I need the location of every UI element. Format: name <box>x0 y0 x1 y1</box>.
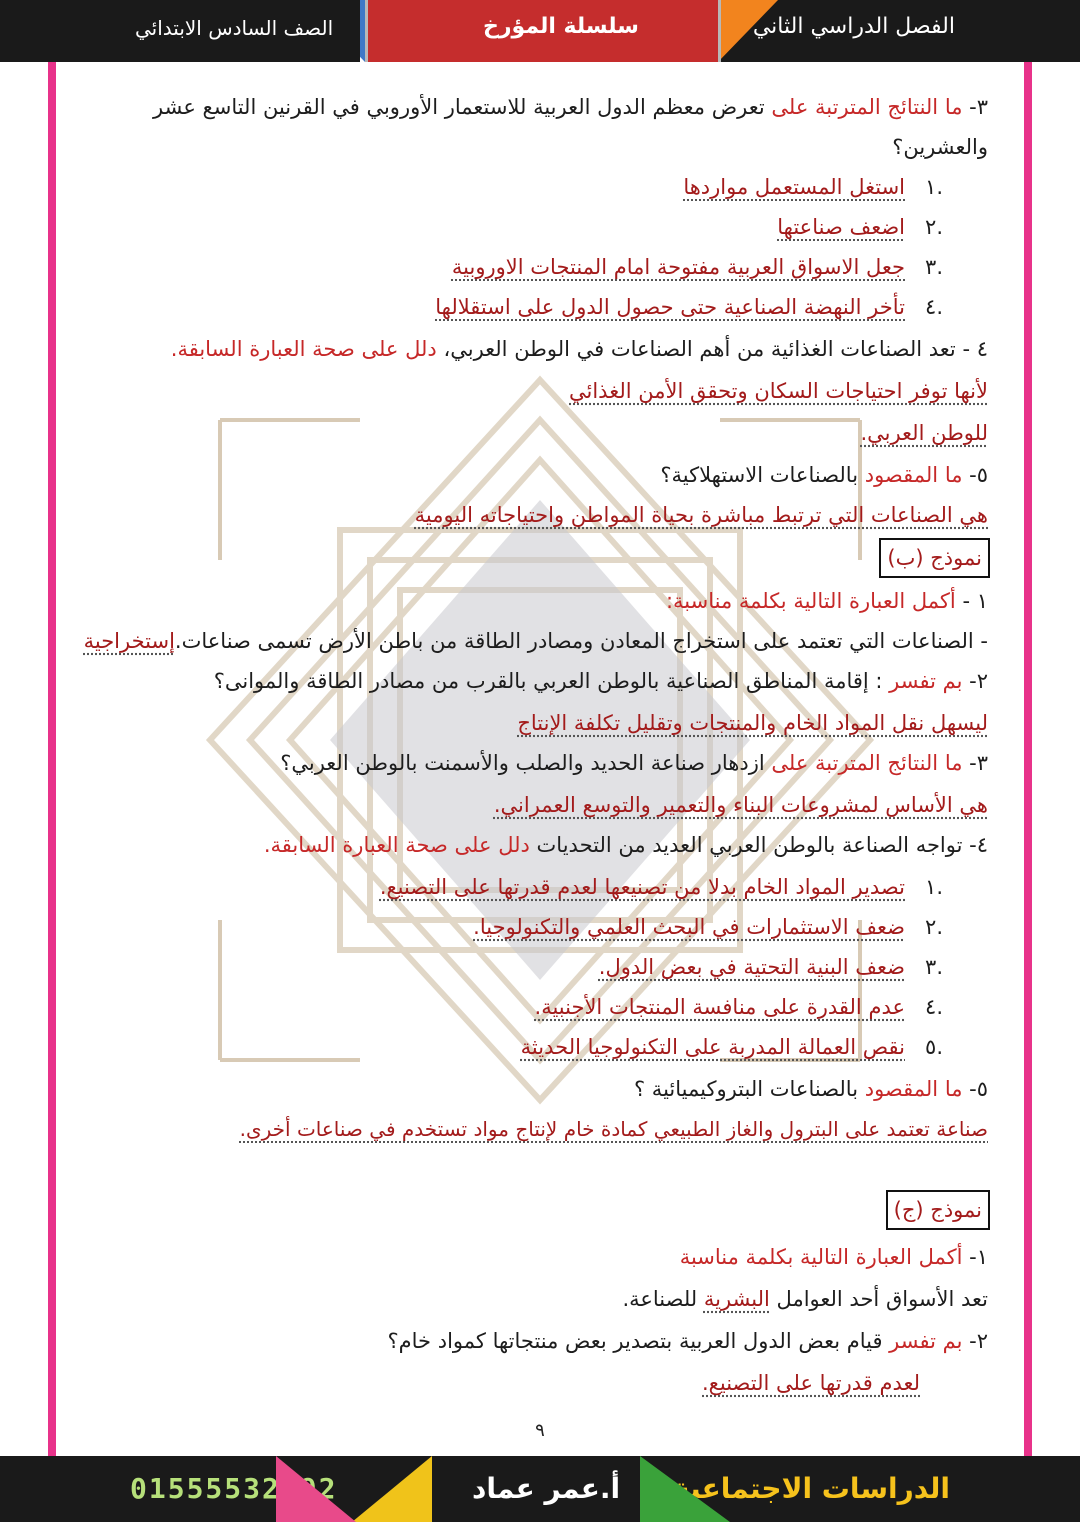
answer-text: لأنها توفر احتياجات السكان وتحقق الأمن الغذائي <box>569 379 988 403</box>
footer-green-accent <box>640 1456 730 1522</box>
question-keyword: دلل على صحة العبارة السابقة. <box>263 833 537 857</box>
item-number: ٤ - <box>962 337 988 361</box>
question-keyword: ما النتائج المترتبة على <box>771 751 970 775</box>
question-keyword: أكمل العبارة التالية بكلمة مناسبة: <box>665 589 963 613</box>
question-keyword: أكمل العبارة التالية بكلمة مناسبة <box>679 1245 970 1269</box>
item-number: ٢- <box>969 669 988 693</box>
item-number: .٤ <box>925 295 943 319</box>
answer-item <box>435 292 943 322</box>
page-footer <box>0 1452 1080 1522</box>
question-4-line <box>171 334 988 364</box>
question-3-line <box>153 92 988 122</box>
answer-item <box>380 872 943 902</box>
model-label: نموذج (ب) <box>879 538 990 578</box>
item-number: ١ - <box>962 589 988 613</box>
answer-text: نقص العمالة المدربة على التكنولوجيا الحديثة <box>520 1035 905 1059</box>
answer-line <box>517 708 988 738</box>
answer-text: ضعف البنية التحتية في بعض الدول. <box>598 955 905 979</box>
answer-text: صناعة تعتمد على البترول والغاز الطبيعي كمادة خام لإنتاج مواد تستخدم في صناعات أخرى. <box>239 1117 988 1141</box>
question-text: بالصناعات البتروكيميائية ؟ <box>633 1077 865 1101</box>
footer-pink-accent <box>276 1456 356 1522</box>
model-b-question-4 <box>264 830 988 860</box>
question-text: تعد الصناعات الغذائية من أهم الصناعات في الوطن العربي، <box>443 337 963 361</box>
answer-item <box>535 992 943 1022</box>
model-b-question-1 <box>666 586 988 616</box>
model-c-heading <box>886 1190 990 1230</box>
answer-text: ليسهل نقل المواد الخام والمنتجات وتقليل تكلفة الإنتاج <box>517 711 988 735</box>
answer-text: إستخراجية <box>83 629 175 653</box>
answer-item <box>683 172 943 202</box>
item-number: .٢ <box>925 215 943 239</box>
model-b-heading <box>879 538 990 578</box>
answer-text: للوطن العربي. <box>860 421 988 445</box>
item-number: ٣- <box>969 95 988 119</box>
answer-text: تصدير المواد الخام بدلا من تصنيعها لعدم قدرتها على التصنيع. <box>379 875 905 899</box>
question-text: - الصناعات التي تعتمد على استخراج المعادن ومصادر الطاقة من باطن الأرض تسمى صناعات. <box>174 629 988 653</box>
item-number: .١ <box>925 175 943 199</box>
header-grade: الصف السادس الابتدائي <box>135 16 334 40</box>
question-keyword: ما النتائج المترتبة على <box>771 95 970 119</box>
answer-text: ضعف الاستثمارات في البحث العلمي والتكنولوجيا. <box>473 915 905 939</box>
footer-right-panel <box>673 1456 1080 1522</box>
answer-item <box>452 252 943 282</box>
answer-item <box>473 912 943 942</box>
model-b-question-2 <box>214 666 988 696</box>
page-header <box>0 0 1080 62</box>
model-c-fill-sentence <box>622 1284 988 1314</box>
header-orange-accent <box>718 0 778 62</box>
item-number: ١- <box>969 1245 988 1269</box>
answer-item <box>777 212 943 242</box>
question-keyword: بم تفسر <box>889 669 970 693</box>
answer-text: هي الأساس لمشروعات البناء والتعمير والتوسع العمراني. <box>493 793 988 817</box>
model-c-question-1 <box>680 1242 988 1272</box>
item-number: .٤ <box>925 995 943 1019</box>
header-semester: الفصل الدراسي الثاني <box>752 14 955 39</box>
question-keyword: ما المقصود <box>864 463 970 487</box>
answer-line <box>702 1368 920 1398</box>
question-text: ازدهار صناعة الحديد والصلب والأسمنت بالوطن العربي؟ <box>280 751 772 775</box>
answer-text: جعل الاسواق العربية مفتوحة امام المنتجات الاوروبية <box>451 255 905 279</box>
answer-text: البشرية <box>703 1287 770 1311</box>
page-number: ٩ <box>535 1420 545 1441</box>
question-keyword: ما المقصود <box>864 1077 970 1101</box>
answer-text: عدم القدرة على منافسة المنتجات الأجنبية. <box>534 995 905 1019</box>
model-b-question-5 <box>634 1074 988 1104</box>
model-c-question-2 <box>388 1326 988 1356</box>
question-text: تعد الأسواق أحد العوامل <box>769 1287 988 1311</box>
answer-text: لعدم قدرتها على التصنيع. <box>702 1371 920 1395</box>
answer-text: هي الصناعات التي ترتبط مباشرة بحياة المواطن واحتياجاته اليومية <box>414 503 988 527</box>
item-number: .٣ <box>925 255 943 279</box>
question-text: بالصناعات الاستهلاكية؟ <box>660 463 865 487</box>
answer-line <box>569 376 988 406</box>
question-text: قيام بعض الدول العربية بتصدير بعض منتجاتها كمواد خام؟ <box>387 1329 890 1353</box>
question-3-continued <box>892 132 988 162</box>
answer-line <box>240 1114 988 1144</box>
item-number: ٥- <box>969 1077 988 1101</box>
page-border-left <box>48 0 56 1522</box>
model-b-fill-sentence <box>84 626 988 656</box>
item-number: .٢ <box>925 915 943 939</box>
footer-subject: الدراسات الاجتماعية <box>673 1472 950 1505</box>
header-series-title: سلسلة المؤرخ <box>483 14 639 39</box>
item-number: ٣- <box>969 751 988 775</box>
answer-text: تأخر النهضة الصناعية حتى حصول الدول على استقلالها <box>435 295 905 319</box>
question-keyword: دلل على صحة العبارة السابقة. <box>170 337 444 361</box>
answer-line <box>415 500 988 530</box>
item-number: .٥ <box>925 1035 943 1059</box>
answer-item <box>599 952 943 982</box>
item-number: ٢- <box>969 1329 988 1353</box>
item-number: ٤- <box>969 833 988 857</box>
question-text: تواجه الصناعة بالوطن العربي العديد من التحديات <box>536 833 970 857</box>
question-keyword: بم تفسر <box>889 1329 970 1353</box>
question-5-line <box>660 460 988 490</box>
model-b-question-3 <box>280 748 988 778</box>
page-border-right <box>1024 0 1032 1522</box>
answer-line <box>860 418 988 448</box>
question-text: : إقامة المناطق الصناعية بالوطن العربي بالقرب من مصادر الطاقة والموانى؟ <box>213 669 890 693</box>
header-left-panel <box>0 0 360 62</box>
question-text: للصناعة. <box>622 1287 704 1311</box>
question-text: والعشرين؟ <box>892 135 988 159</box>
header-center-panel <box>365 0 721 62</box>
item-number: .٣ <box>925 955 943 979</box>
footer-phone: 01555532592 <box>130 1472 338 1505</box>
item-number: ٥- <box>969 463 988 487</box>
answer-line <box>494 790 988 820</box>
answer-text: اضعف صناعتها <box>777 215 905 239</box>
footer-teacher-name: أ.عمر عماد <box>472 1472 621 1505</box>
model-label: نموذج (ج) <box>886 1190 990 1230</box>
question-text: تعرض معظم الدول العربية للاستعمار الأوروبي في القرنين التاسع عشر <box>153 95 772 119</box>
answer-item <box>521 1032 943 1062</box>
answer-text: استغل المستعمل مواردها <box>683 175 905 199</box>
footer-yellow-accent <box>352 1456 432 1522</box>
item-number: .١ <box>925 875 943 899</box>
